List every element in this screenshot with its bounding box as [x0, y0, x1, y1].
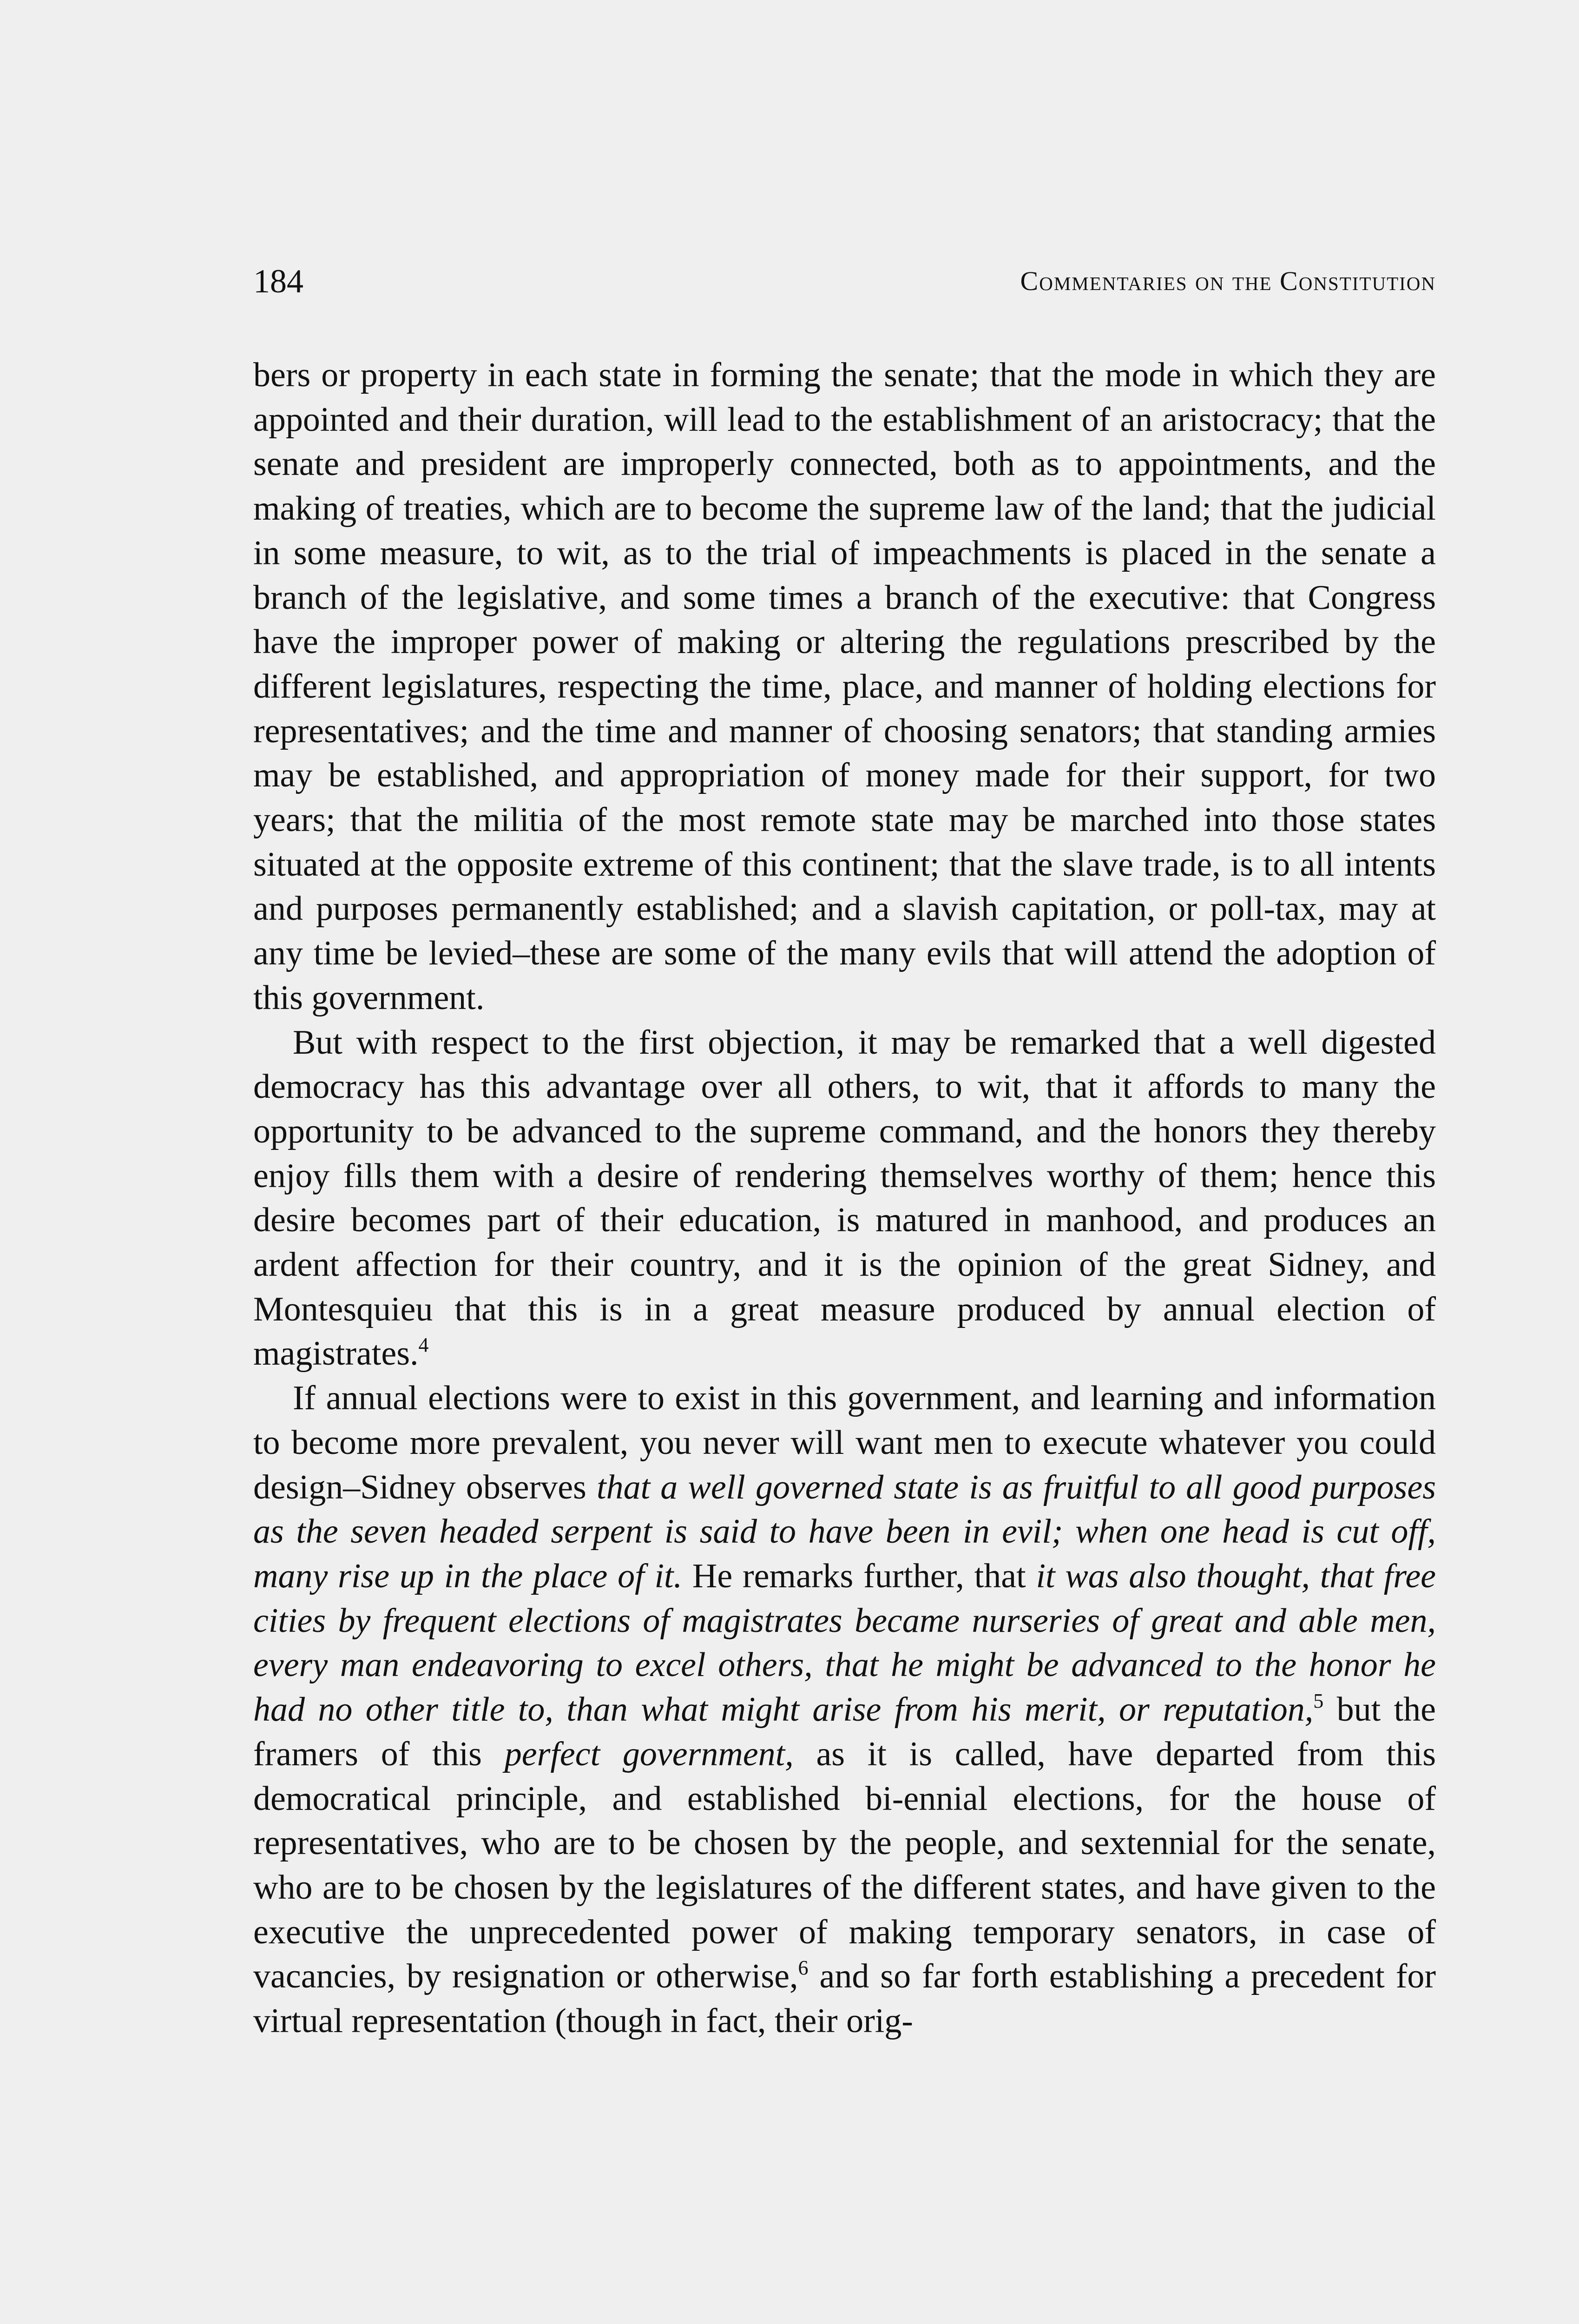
footnote-ref-5: 5	[1313, 1690, 1324, 1713]
footnote-ref-6: 6	[798, 1956, 809, 1980]
paragraph-1-text: bers or property in each state in forming the senate; that the mode in which they are appointed and their duration, will lead to the establishment of an aristocracy; that the senate and president are improperly connected, both as to appointments, and the making of treaties, which are to become the supreme law of the land; that the judicial in some measure, to wit, as to the trial of impeachments is placed in the senate a branch of the legislative, and some times a branch of the executive: that Congress have the improper power of making or altering the regulations prescribed by the different legislatures, respecting the time, place, and manner of holding elections for representatives; and the time and manner of choosing senators; that standing armies may be established, and appropriation of money made for their support, for two years; that the militia of the most remote state may be marched into those states situated at the opposite extreme of this continent; that the slave trade, is to all intents and purposes permanently established; and a slavish capitation, or poll-tax, may at any time be levied–these are some of the many evils that will attend the adoption of this government.	[253, 356, 1436, 1017]
page-number: 184	[253, 263, 303, 300]
paragraph-3-text-1: If annual elections were to exist in this government, and learning and information to become more prevalent, you never will want men to execute whatever you could design–Sidney observes	[253, 1379, 1436, 1506]
paragraph-first-objection	[253, 1021, 1436, 1377]
paragraph-3-text-3: but the framers of this	[253, 1690, 1436, 1773]
paragraph-continued	[253, 353, 1436, 1021]
paragraph-annual-elections	[253, 1376, 1436, 2044]
paragraph-3-text-4: as it is called, have departed from this democratical principle, and established bi-ennial elections, for the house of representatives, who are to be chosen by the people, and sextennial for the senate, who are to be chosen by the legislatures of the different states, and have given to the executive the unprecedented power of making temporary senators, in case of vacancies, by resignation or otherwise,	[253, 1735, 1436, 1996]
sidney-quote-1: that a well governed state is as fruitful to all good purposes as the seven headed serpent is said to have been in evil; when one head is cut off, many rise up in the place of it.	[253, 1468, 1436, 1595]
body-text	[253, 353, 1436, 2044]
page-header	[253, 260, 1436, 302]
footnote-ref-4: 4	[418, 1334, 429, 1357]
paragraph-3-text-5: and so far forth establishing a precedent for virtual representation (though in fact, their orig-	[253, 1957, 1436, 2040]
sidney-quote-2: it was also thought, that free cities by frequent elections of magistrates became nurseries of great and able men, every man endeavoring to excel others, that he might be advanced to the honor he had no other title to, than what might arise from his merit, or reputation,	[253, 1557, 1436, 1729]
running-head: Commentaries on the Constitution	[1020, 266, 1436, 296]
paragraph-2-text: But with respect to the first objection, it may be remarked that a well digested democracy has this advantage over all others, to wit, that it affords to many the opportunity to be advanced to the supreme command, and the honors they thereby enjoy fills them with a desire of rendering themselves worthy of them; hence this desire becomes part of their education, is matured in manhood, and produces an ardent affection for their country, and it is the opinion of the great Sidney, and Montesquieu that this is in a great measure produced by annual election of magistrates.	[253, 1023, 1436, 1373]
paragraph-3-text-2: He remarks further, that	[682, 1557, 1036, 1595]
perfect-government-phrase: perfect government,	[504, 1735, 794, 1773]
